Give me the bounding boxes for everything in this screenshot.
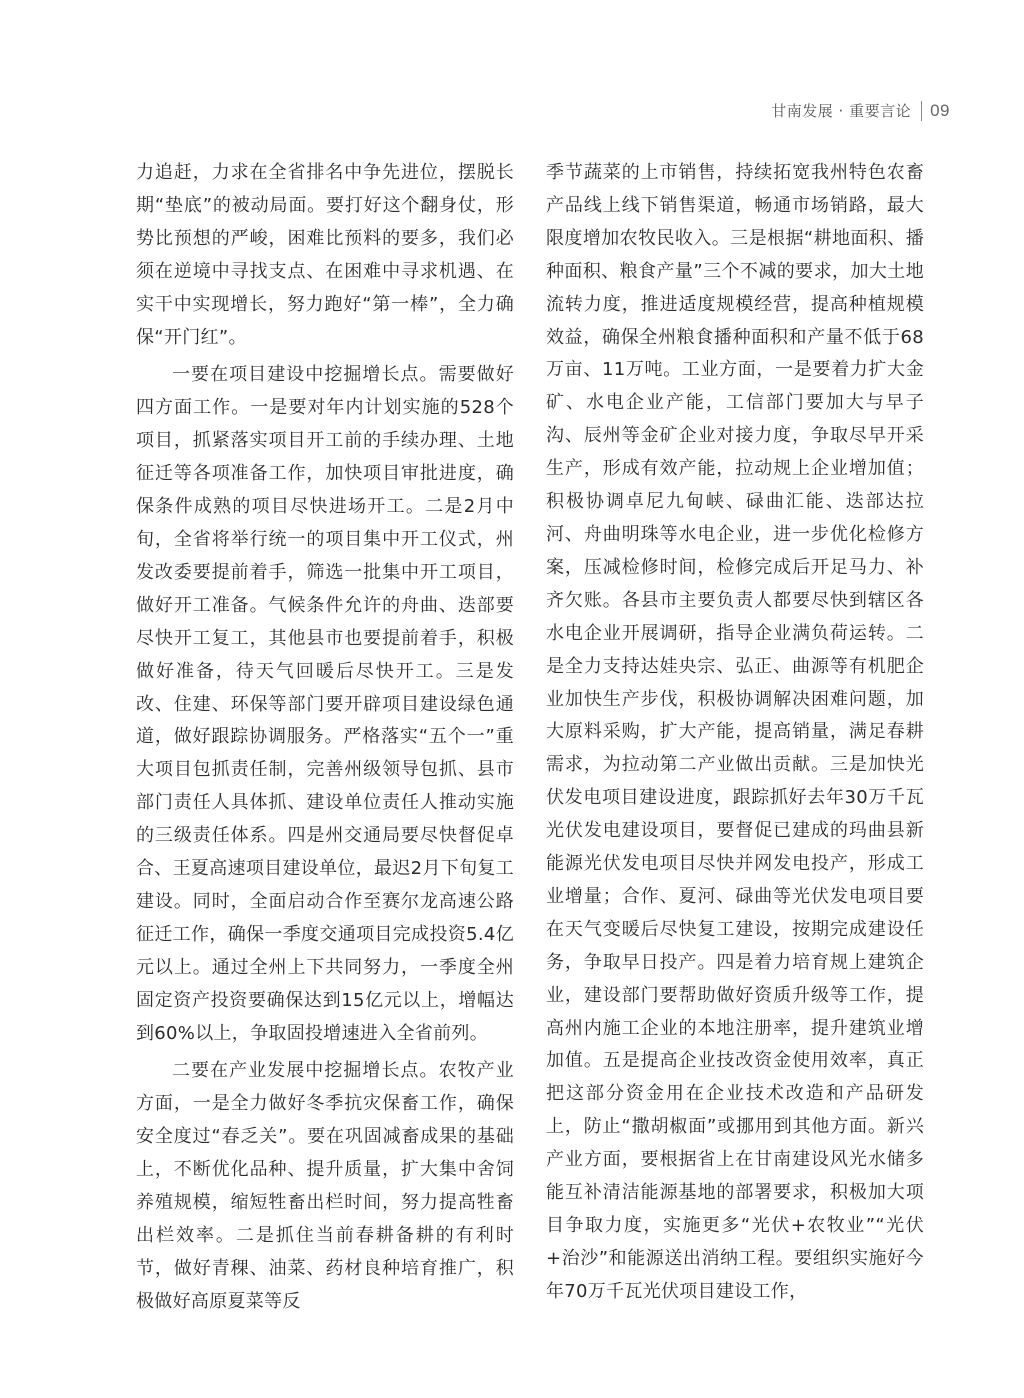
right-column — [546, 157, 924, 1314]
page-number: 09 — [930, 100, 950, 120]
paragraph: 力追赶，力求在全省排名中争先进位，摆脱长期“垫底”的被动局面。要打好这个翻身仗，形势比预想的严峻，困难比预料的要多，我们必须在逆境中寻找支点、在困难中寻求机遇、在实干中实现增长，努力跑好“第一棒”，全力确保“开门红”。 — [136, 162, 514, 348]
header-divider — [921, 101, 922, 121]
left-column — [136, 157, 514, 1324]
paragraph: 二要在产业发展中挖掘增长点。农牧产业方面，一是全力做好冬季抗灾保畜工作，确保安全度过“春乏关”。要在巩固减畜成果的基础上，不断优化品种、提升质量，扩大集中舍饲养殖规模，缩短牲畜出栏时间，努力提高牲畜出栏效率。二是抓住当前春耕备耕的有利时节，做好青稞、油菜、药材良种培育推广，积极做好高原夏菜等反 — [136, 1060, 514, 1312]
paragraph: 季节蔬菜的上市销售，持续拓宽我州特色农畜产品线上线下销售渠道，畅通市场销路，最大限度增加农牧民收入。三是根据“耕地面积、播种面积、粮食产量”三个不减的要求，加大土地流转力度，推进适度规模经营，提高种植规模效益，确保全州粮食播种面积和产量不低于68万亩、11万吨。工业方面，一是要着力扩大金矿、水电企业产能，工信部门要加大与早子沟、辰州等金矿企业对接力度，争取尽早开采生产，形成有效产能，拉动规上企业增加值；积极协调卓尼九甸峡、碌曲汇能、迭部达拉河、舟曲明珠等水电企业，进一步优化检修方案，压减检修时间，检修完成后开足马力、补齐欠账。各县市主要负责人都要尽快到辖区各水电企业开展调研，指导企业满负荷运转。二是全力支持达娃央宗、弘正、曲源等有机肥企业加快生产步伐，积极协调解决困难问题，加大原料采购，扩大产能，提高销量，满足春耕需求，为拉动第二产业做出贡献。三是加快光伏发电项目建设进度，跟踪抓好去年30万千瓦光伏发电建设项目，要督促已建成的玛曲县新能源光伏发电项目尽快并网发电投产，形成工业增量；合作、夏河、碌曲等光伏发电项目要在天气变暖后尽快复工建设，按期完成建设任务，争取早日投产。四是着力培育规上建筑企业，建设部门要帮助做好资质升级等工作，提高州内施工企业的本地注册率，提升建筑业增加值。五是提高企业技改资金使用效率，真正把这部分资金用在企业技术改造和产品研发上，防止“撒胡椒面”或挪用到其他方面。新兴产业方面，要根据省上在甘南建设风光水储多能互补清洁能源基地的部署要求，积极加大项目争取力度，实施更多“光伏+农牧业”“光伏+治沙”和能源送出消纳工程。要组织实施好今年70万千瓦光伏项目建设工作， — [546, 162, 924, 1302]
section-title: 甘南发展 · 重要言论 — [771, 102, 912, 120]
running-header — [771, 100, 950, 121]
paragraph: 一要在项目建设中挖掘增长点。需要做好四方面工作。一是要对年内计划实施的528个项目，抓紧落实项目开工前的手续办理、土地征迁等各项准备工作，加快项目审批进度，确保条件成熟的项目尽快进场开工。二是2月中旬，全省将举行统一的项目集中开工仪式，州发改委要提前着手，筛选一批集中开工项目，做好开工准备。气候条件允许的舟曲、迭部要尽快开工复工，其他县市也要提前着手，积极做好准备，待天气回暖后尽快开工。三是发改、住建、环保等部门要开辟项目建设绿色通道，做好跟踪协调服务。严格落实“五个一”重大项目包抓责任制，完善州级领导包抓、县市部门责任人具体抓、建设单位责任人推动实施的三级责任体系。四是州交通局要尽快督促卓合、王夏高速项目建设单位，最迟2月下旬复工建设。同时，全面启动合作至赛尔龙高速公路征迁工作，确保一季度交通项目完成投资5.4亿元以上。通过全州上下共同努力，一季度全州固定资产投资要确保达到15亿元以上，增幅达到60%以上，争取固投增速进入全省前列。 — [136, 364, 514, 1044]
